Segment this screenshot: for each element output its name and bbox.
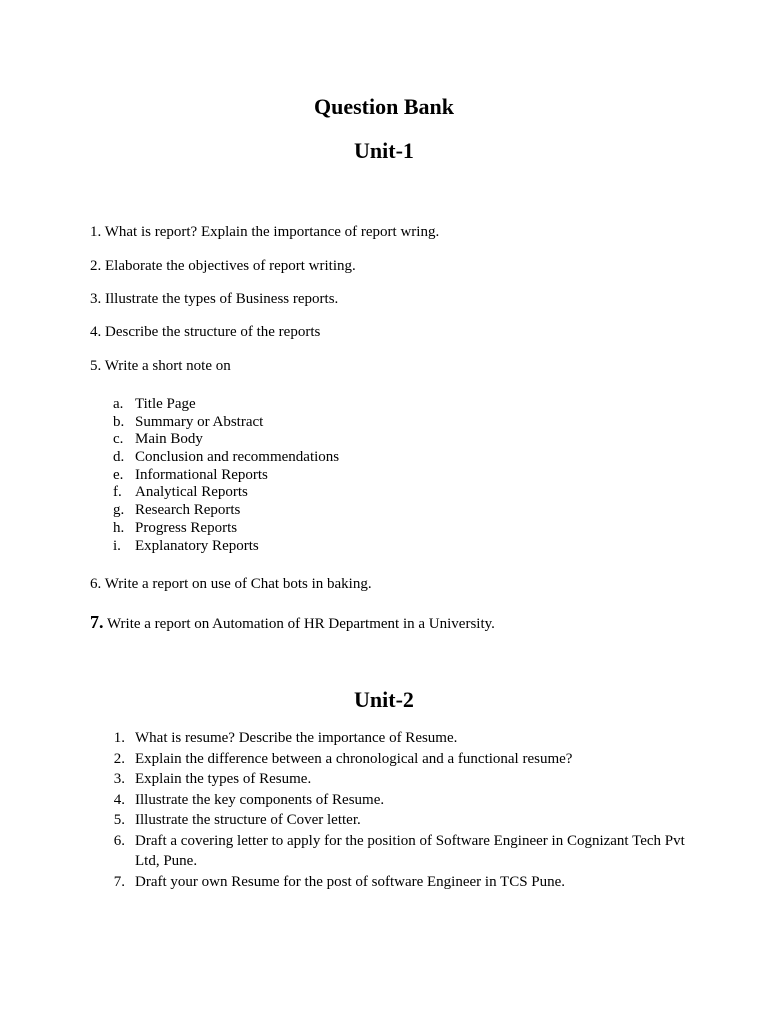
question-number: 7. — [113, 873, 125, 890]
question-number: 4. — [113, 791, 125, 808]
subitem-marker: i. — [113, 537, 121, 554]
question-text: Illustrate the structure of Cover letter. — [135, 812, 361, 828]
question-text: Illustrate the key components of Resume. — [135, 791, 385, 808]
question-number: 5. — [113, 812, 125, 828]
subitem-marker: d. — [113, 449, 125, 466]
unit1-question-1: 1. What is report? Explain the importance of report wring. — [90, 224, 440, 240]
unit1-heading: Unit-1 — [354, 138, 414, 163]
document-title: Question Bank — [314, 94, 454, 119]
question-number: 3. — [113, 771, 125, 787]
question-number: 6. — [113, 832, 125, 849]
unit1-question-7 — [90, 613, 495, 632]
subitem-text: Main Body — [135, 431, 203, 448]
subitem-text: Summary or Abstract — [135, 413, 264, 430]
subitem-text: Progress Reports — [135, 519, 238, 536]
unit2-question — [90, 728, 690, 749]
subitem-marker: c. — [113, 431, 124, 448]
subitem-marker: g. — [113, 502, 125, 519]
unit2-question — [90, 831, 690, 872]
unit2-question — [90, 790, 690, 811]
subitem-marker: e. — [113, 466, 124, 483]
subitem-text: Research Reports — [135, 502, 241, 519]
question-number: 1. — [113, 730, 125, 746]
question-7-number: 7. — [90, 612, 104, 632]
unit2-question — [90, 872, 690, 893]
subitem-marker: h. — [113, 519, 125, 536]
unit2-question — [90, 769, 690, 790]
question-number: 2. — [113, 750, 125, 767]
question-7-text: Write a report on Automation of HR Department in a University. — [103, 616, 495, 632]
subitem-text: Conclusion and recommendations — [135, 449, 340, 466]
unit2-question-list — [90, 728, 690, 892]
subitem-marker: b. — [113, 413, 125, 430]
subitem-text: Explanatory Reports — [135, 537, 259, 554]
unit1-question-4: 4. Describe the structure of the reports — [90, 324, 321, 340]
unit2-question — [90, 810, 690, 831]
unit1-question-3: 3. Illustrate the types of Business reports. — [90, 291, 339, 307]
question-text: What is resume? Describe the importance of Resume. — [135, 730, 458, 746]
question-text: Draft your own Resume for the post of software Engineer in TCS Pune. — [135, 873, 566, 890]
question-text: Explain the difference between a chronological and a functional resume? — [135, 750, 573, 767]
subitem-text: Title Page — [135, 396, 196, 412]
unit1-question-2: 2. Elaborate the objectives of report writing. — [90, 258, 356, 274]
unit2-heading: Unit-2 — [354, 687, 414, 712]
question-text: Explain the types of Resume. — [135, 771, 312, 787]
unit1-question-5: 5. Write a short note on — [90, 358, 231, 374]
subitem-marker: f. — [113, 484, 122, 501]
subitem-marker: a. — [113, 396, 124, 412]
unit2-question — [90, 749, 690, 770]
subitem-text: Analytical Reports — [135, 484, 248, 501]
unit1-question-6: 6. Write a report on use of Chat bots in baking. — [90, 576, 372, 592]
question-text: Draft a covering letter to apply for the position of Software Engineer in Cognizant Tech Pvt Ltd, Pune. — [135, 832, 685, 869]
subitem-text: Informational Reports — [135, 466, 268, 483]
